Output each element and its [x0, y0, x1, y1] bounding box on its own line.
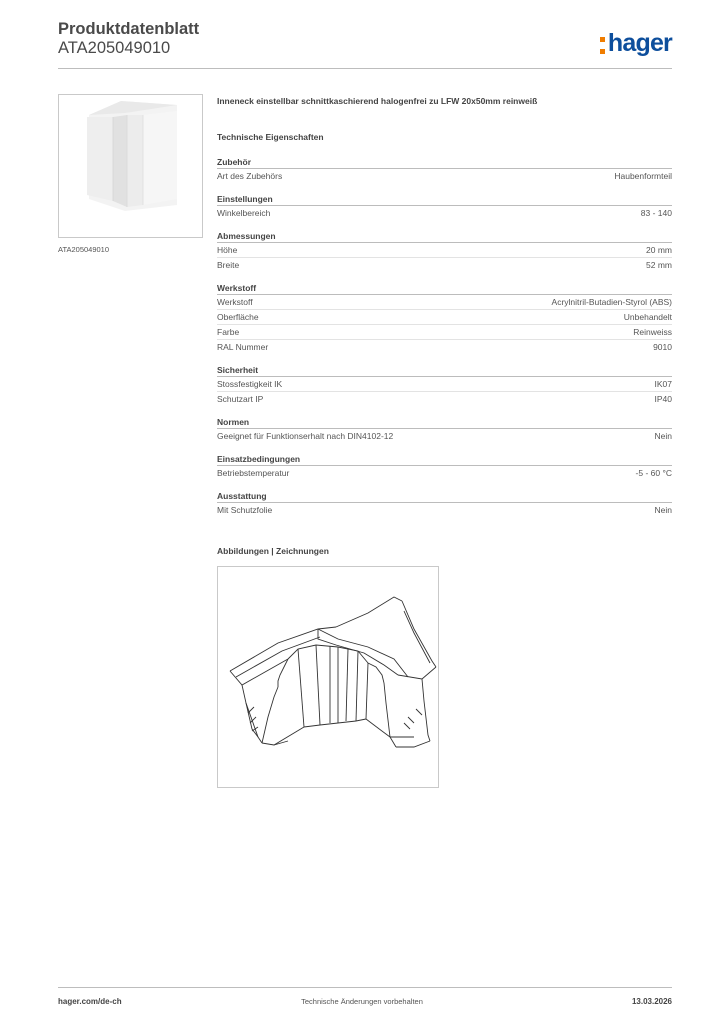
spec-group-title: Ausstattung: [217, 490, 672, 503]
spec-value: Unbehandelt: [623, 312, 672, 322]
main-content: [217, 96, 672, 527]
spec-row: [217, 503, 672, 518]
spec-group: [217, 282, 672, 355]
spec-value: 20 mm: [646, 245, 672, 255]
footer-date: 13.03.2026: [631, 997, 672, 1006]
spec-value: 52 mm: [646, 260, 672, 270]
spec-group-title: Zubehör: [217, 156, 672, 169]
spec-label: Mit Schutzfolie: [217, 505, 273, 515]
logo-wordmark: hager: [607, 28, 672, 57]
spec-row: [217, 340, 672, 355]
spec-group: [217, 156, 672, 184]
spec-label: Winkelbereich: [217, 208, 271, 218]
article-number: ATA205049010: [58, 39, 171, 57]
spec-value: Haubenformteil: [614, 171, 672, 181]
footer-website: hager.com/de-ch: [58, 997, 122, 1006]
spec-label: Stossfestigkeit IK: [217, 379, 283, 389]
spec-row: [217, 377, 672, 392]
spec-row: [217, 206, 672, 221]
spec-group-title: Sicherheit: [217, 364, 672, 377]
spec-group-title: Werkstoff: [217, 282, 672, 295]
spec-label: Oberfläche: [217, 312, 259, 322]
spec-value: -5 - 60 °C: [635, 468, 672, 478]
spec-value: 9010: [653, 342, 672, 352]
spec-value: IK07: [654, 379, 672, 389]
spec-label: Werkstoff: [217, 297, 253, 307]
spec-value: IP40: [654, 394, 672, 404]
spec-group-title: Einstellungen: [217, 193, 672, 206]
spec-group: [217, 364, 672, 407]
spec-row: [217, 310, 672, 325]
product-photo-image: [59, 95, 204, 239]
logo-dots-icon: [600, 37, 606, 54]
spec-row: [217, 392, 672, 407]
spec-row: [217, 169, 672, 184]
figures-heading: Abbildungen | Zeichnungen: [217, 546, 329, 556]
spec-row: [217, 295, 672, 310]
product-description: Inneneck einstellbar schnittkaschierend halogenfrei zu LFW 20x50mm reinweiß: [217, 96, 538, 106]
technical-drawing-image: [218, 567, 440, 789]
photo-caption: ATA205049010: [58, 245, 110, 254]
spec-value: 83 - 140: [640, 208, 672, 218]
spec-row: [217, 258, 672, 273]
specs-table: [217, 156, 672, 518]
product-photo: [58, 94, 203, 238]
spec-group: [217, 416, 672, 444]
spec-row: [217, 466, 672, 481]
spec-group-title: Normen: [217, 416, 672, 429]
spec-value: Nein: [654, 505, 672, 515]
spec-group: [217, 193, 672, 221]
footer-notice: Technische Änderungen vorbehalten: [301, 997, 423, 1006]
spec-group: [217, 230, 672, 273]
spec-value: Reinweiss: [633, 327, 672, 337]
spec-value: Acrylnitril-Butadien-Styrol (ABS): [551, 297, 672, 307]
spec-label: Farbe: [217, 327, 240, 337]
spec-label: Breite: [217, 260, 240, 270]
spec-group-title: Einsatzbedingungen: [217, 453, 672, 466]
spec-label: Schutzart IP: [217, 394, 264, 404]
spec-group: [217, 453, 672, 481]
spec-group: [217, 490, 672, 518]
spec-label: RAL Nummer: [217, 342, 269, 352]
header-divider: [58, 68, 672, 69]
spec-label: Art des Zubehörs: [217, 171, 283, 181]
spec-label: Höhe: [217, 245, 238, 255]
spec-row: [217, 243, 672, 258]
document-title: Produktdatenblatt: [58, 20, 200, 38]
spec-row: [217, 325, 672, 340]
spec-value: Nein: [654, 431, 672, 441]
spec-label: Geeignet für Funktionserhalt nach DIN4102-12: [217, 431, 394, 441]
specs-heading: Technische Eigenschaften: [217, 132, 324, 142]
technical-drawing: [217, 566, 439, 788]
spec-label: Betriebstemperatur: [217, 468, 290, 478]
footer-divider: [58, 987, 672, 988]
spec-group-title: Abmessungen: [217, 230, 672, 243]
hager-logo: [600, 30, 672, 56]
spec-row: [217, 429, 672, 444]
